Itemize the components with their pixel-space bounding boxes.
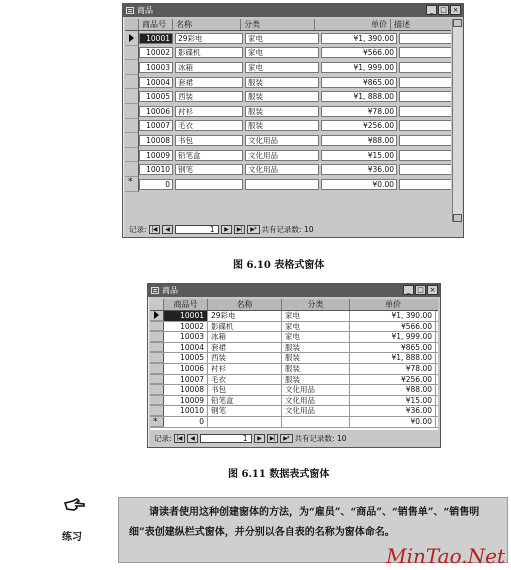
form-icon	[151, 287, 159, 294]
name-cell[interactable]: 套裙	[208, 343, 282, 353]
tabular-form-window	[122, 3, 464, 238]
minimize-button[interactable]: _	[426, 5, 437, 15]
record-selector[interactable]	[125, 162, 139, 177]
tabular-form-body	[125, 19, 451, 222]
name-cell[interactable]: 西装	[175, 91, 243, 102]
record-selector[interactable]	[125, 119, 139, 134]
name-cell[interactable]: 冰箱	[208, 332, 282, 342]
name-cell[interactable]: 29彩电	[175, 33, 243, 44]
record-selector[interactable]	[150, 385, 164, 395]
record-count: 共有记录数: 10	[294, 434, 347, 443]
price-cell[interactable]: ¥36.00	[321, 164, 397, 175]
next-record-button[interactable]: ▶	[221, 225, 232, 234]
figure-caption-6-11: 图 6.11 数据表式窗体	[228, 469, 330, 480]
record-selector[interactable]	[125, 133, 139, 148]
exercise-label: 练习	[62, 532, 82, 543]
price-cell[interactable]: ¥1, 999.00	[350, 332, 436, 342]
category-cell[interactable]: 文化用品	[245, 150, 319, 161]
record-label: 记录:	[129, 225, 147, 234]
table-row[interactable]	[125, 60, 451, 75]
record-selector[interactable]	[125, 46, 139, 61]
prev-record-button[interactable]: ◀	[187, 434, 198, 443]
header-product-id: 商品号	[139, 19, 173, 30]
table-row[interactable]	[125, 89, 451, 104]
table-row[interactable]	[150, 332, 438, 343]
description-cell[interactable]	[399, 120, 451, 131]
name-cell[interactable]	[175, 179, 243, 190]
price-cell[interactable]: ¥1, 390.00	[350, 311, 436, 321]
product-id-cell[interactable]: 10008	[164, 385, 208, 395]
record-selector[interactable]	[125, 60, 139, 75]
price-cell[interactable]: ¥1, 999.00	[321, 62, 397, 73]
header-category: 分类	[282, 299, 350, 310]
name-cell[interactable]: 影碟机	[175, 47, 243, 58]
description-cell[interactable]	[399, 135, 451, 146]
category-cell[interactable]: 服装	[282, 364, 350, 374]
table-row[interactable]	[150, 364, 438, 375]
record-navigator	[129, 224, 314, 235]
description-cell[interactable]	[399, 62, 451, 73]
product-id-cell[interactable]: 0	[139, 179, 173, 190]
category-cell[interactable]: 服装	[245, 77, 319, 88]
table-row[interactable]	[125, 75, 451, 90]
category-cell[interactable]: 服装	[282, 353, 350, 363]
pointing-hand-icon	[64, 498, 86, 512]
record-navigator	[154, 433, 347, 444]
category-cell[interactable]: 文化用品	[282, 406, 350, 416]
table-row[interactable]	[125, 119, 451, 134]
product-id-cell[interactable]: 10002	[139, 47, 173, 58]
header-name: 名称	[208, 299, 282, 310]
price-cell[interactable]: ¥15.00	[350, 396, 436, 406]
price-cell[interactable]: ¥256.00	[321, 120, 397, 131]
new-record-row[interactable]	[125, 177, 451, 192]
record-selector[interactable]	[125, 148, 139, 163]
table-row[interactable]	[125, 46, 451, 61]
product-id-cell[interactable]: 0	[164, 417, 208, 427]
product-id-cell[interactable]: 10005	[139, 91, 173, 102]
header-description: 描述	[394, 20, 410, 29]
category-cell[interactable]: 家电	[245, 62, 319, 73]
product-id-cell[interactable]: 10008	[139, 135, 173, 146]
table-row[interactable]	[125, 148, 451, 163]
category-cell[interactable]: 文化用品	[245, 164, 319, 175]
table-row[interactable]	[125, 133, 451, 148]
record-selector[interactable]	[125, 104, 139, 119]
product-id-cell[interactable]: 10006	[164, 364, 208, 374]
price-cell[interactable]: ¥566.00	[350, 322, 436, 332]
name-cell[interactable]: 铅笔盒	[175, 150, 243, 161]
price-cell[interactable]: ¥36.00	[350, 406, 436, 416]
table-row[interactable]	[150, 343, 438, 354]
product-id-cell[interactable]: 10007	[139, 120, 173, 131]
record-list	[125, 31, 451, 192]
current-record-pointer-icon	[154, 311, 159, 319]
header-name: 名称	[173, 19, 241, 30]
name-cell[interactable]: 衬衫	[175, 106, 243, 117]
table-row[interactable]	[150, 375, 438, 386]
last-record-button[interactable]: ▶|	[234, 225, 245, 234]
price-cell[interactable]: ¥1, 888.00	[321, 91, 397, 102]
title-bar[interactable]	[148, 284, 440, 297]
name-cell[interactable]: 29彩电	[208, 311, 282, 321]
product-id-cell[interactable]: 10007	[164, 375, 208, 385]
prev-record-button[interactable]: ◀	[162, 225, 173, 234]
new-record-button[interactable]: ▶*	[280, 434, 293, 443]
price-cell[interactable]: ¥0.00	[321, 179, 397, 190]
first-record-button[interactable]: |◀	[174, 434, 185, 443]
new-record-button[interactable]: ▶*	[247, 225, 260, 234]
category-cell[interactable]: 家电	[245, 33, 319, 44]
price-cell[interactable]: ¥1, 888.00	[350, 353, 436, 363]
name-cell[interactable]: 书包	[175, 135, 243, 146]
price-cell[interactable]: ¥88.00	[321, 135, 397, 146]
record-selector[interactable]	[150, 343, 164, 353]
name-cell[interactable]: 铅笔盒	[208, 396, 282, 406]
record-label: 记录:	[154, 434, 172, 443]
category-cell[interactable]: 家电	[245, 47, 319, 58]
name-cell[interactable]: 套裙	[175, 77, 243, 88]
table-row[interactable]	[125, 162, 451, 177]
record-selector[interactable]	[125, 177, 139, 192]
scroll-down-arrow[interactable]	[453, 214, 462, 222]
header-category: 分类	[241, 19, 315, 30]
name-cell[interactable]: 冰箱	[175, 62, 243, 73]
close-button[interactable]: ×	[450, 5, 461, 15]
product-id-cell[interactable]: 10001	[139, 33, 173, 44]
category-cell[interactable]: 家电	[282, 322, 350, 332]
name-cell[interactable]: 书包	[208, 385, 282, 395]
record-count: 共有记录数: 10	[261, 225, 314, 234]
price-cell[interactable]: ¥865.00	[321, 77, 397, 88]
product-id-cell[interactable]: 10010	[164, 406, 208, 416]
last-record-button[interactable]: ▶|	[267, 434, 278, 443]
price-cell[interactable]: ¥865.00	[350, 343, 436, 353]
category-cell[interactable]: 服装	[245, 91, 319, 102]
record-selector[interactable]	[150, 417, 164, 427]
product-id-cell[interactable]: 10004	[139, 77, 173, 88]
close-button[interactable]: ×	[427, 285, 438, 295]
header-product-id: 商品号	[164, 299, 208, 310]
table-row[interactable]	[150, 406, 438, 417]
next-record-button[interactable]: ▶	[254, 434, 265, 443]
record-list	[150, 311, 438, 428]
product-id-cell[interactable]: 10003	[139, 62, 173, 73]
current-record-pointer-icon	[129, 34, 134, 42]
record-selector[interactable]	[150, 322, 164, 332]
record-selector[interactable]	[125, 75, 139, 90]
table-row[interactable]	[150, 385, 438, 396]
record-number-input[interactable]: 1	[175, 225, 219, 234]
price-cell[interactable]: ¥256.00	[350, 375, 436, 385]
window-title: 商品	[137, 6, 153, 15]
record-selector[interactable]	[150, 406, 164, 416]
scroll-up-arrow[interactable]	[453, 19, 462, 27]
new-record-asterisk-icon: *	[153, 416, 158, 427]
category-cell[interactable]: 家电	[282, 311, 350, 321]
first-record-button[interactable]: |◀	[149, 225, 160, 234]
record-selector[interactable]	[150, 332, 164, 342]
header-price: 单价	[315, 19, 391, 30]
table-row[interactable]	[125, 104, 451, 119]
product-id-cell[interactable]: 10006	[139, 106, 173, 117]
record-selector[interactable]	[150, 311, 164, 321]
name-cell[interactable]: 影碟机	[208, 322, 282, 332]
exercise-text: 请读者使用这种创建窗体的方法，为“雇员”、“商品”、“销售单”、“销售明细”表创建纵栏式窗体，并分别以各自表的名称为窗体命名。	[129, 507, 480, 538]
name-cell[interactable]	[208, 417, 282, 427]
description-cell[interactable]	[399, 77, 451, 88]
table-row[interactable]	[150, 311, 438, 322]
price-cell[interactable]: ¥78.00	[321, 106, 397, 117]
table-row[interactable]	[150, 396, 438, 407]
product-id-cell[interactable]: 10009	[164, 396, 208, 406]
name-cell[interactable]: 毛衣	[208, 375, 282, 385]
description-cell[interactable]	[399, 47, 451, 58]
name-cell[interactable]: 衬衫	[208, 364, 282, 374]
record-selector[interactable]	[150, 353, 164, 363]
record-selector[interactable]	[150, 396, 164, 406]
column-header-row	[150, 299, 438, 311]
product-id-cell[interactable]: 10009	[139, 150, 173, 161]
category-cell[interactable]: 文化用品	[245, 135, 319, 146]
window-title: 商品	[162, 286, 178, 295]
new-record-row[interactable]	[150, 417, 438, 428]
record-selector[interactable]	[125, 31, 139, 46]
record-number-input[interactable]: 1	[200, 434, 252, 443]
category-cell[interactable]: 文化用品	[282, 396, 350, 406]
name-cell[interactable]: 钢笔	[208, 406, 282, 416]
category-cell[interactable]: 服装	[282, 343, 350, 353]
price-cell[interactable]: ¥566.00	[321, 47, 397, 58]
description-cell[interactable]	[399, 106, 451, 117]
record-selector[interactable]	[150, 364, 164, 374]
new-record-asterisk-icon: *	[128, 176, 133, 187]
name-cell[interactable]: 西装	[208, 353, 282, 363]
table-row[interactable]	[125, 31, 451, 46]
price-cell[interactable]: ¥88.00	[350, 385, 436, 395]
header-price: 单价	[385, 300, 401, 309]
product-id-cell[interactable]: 10010	[139, 164, 173, 175]
record-selector[interactable]	[125, 89, 139, 104]
category-cell[interactable]: 文化用品	[282, 385, 350, 395]
title-bar[interactable]	[123, 4, 463, 17]
product-id-cell[interactable]: 10004	[164, 343, 208, 353]
vertical-scrollbar[interactable]	[452, 19, 462, 222]
table-row[interactable]	[150, 322, 438, 333]
category-cell[interactable]: 服装	[245, 120, 319, 131]
figure-caption-6-10: 图 6.10 表格式窗体	[233, 260, 325, 271]
description-cell[interactable]	[399, 164, 451, 175]
category-cell[interactable]: 服装	[282, 375, 350, 385]
watermark: MinTao.Net	[386, 544, 505, 568]
description-cell[interactable]	[399, 33, 451, 44]
price-cell[interactable]: ¥0.00	[350, 417, 436, 427]
minimize-button[interactable]: _	[403, 285, 414, 295]
record-selector[interactable]	[150, 375, 164, 385]
datasheet-form-window	[147, 283, 441, 448]
price-cell[interactable]: ¥1, 390.00	[321, 33, 397, 44]
product-id-cell[interactable]: 10005	[164, 353, 208, 363]
name-cell[interactable]: 钢笔	[175, 164, 243, 175]
category-cell[interactable]	[245, 179, 319, 190]
category-cell[interactable]: 服装	[245, 106, 319, 117]
product-id-cell[interactable]: 10001	[164, 311, 208, 321]
description-cell[interactable]	[399, 91, 451, 102]
maximize-button[interactable]: □	[438, 5, 449, 15]
maximize-button[interactable]: □	[415, 285, 426, 295]
description-cell[interactable]	[399, 150, 451, 161]
category-cell[interactable]: 家电	[282, 332, 350, 342]
product-id-cell[interactable]: 10002	[164, 322, 208, 332]
column-header-row	[125, 19, 451, 31]
price-cell[interactable]: ¥78.00	[350, 364, 436, 374]
product-id-cell[interactable]: 10003	[164, 332, 208, 342]
table-row[interactable]	[150, 353, 438, 364]
description-cell[interactable]	[399, 179, 451, 190]
category-cell[interactable]	[282, 417, 350, 427]
price-cell[interactable]: ¥15.00	[321, 150, 397, 161]
name-cell[interactable]: 毛衣	[175, 120, 243, 131]
form-icon	[126, 7, 134, 14]
datasheet-grid	[150, 299, 438, 430]
